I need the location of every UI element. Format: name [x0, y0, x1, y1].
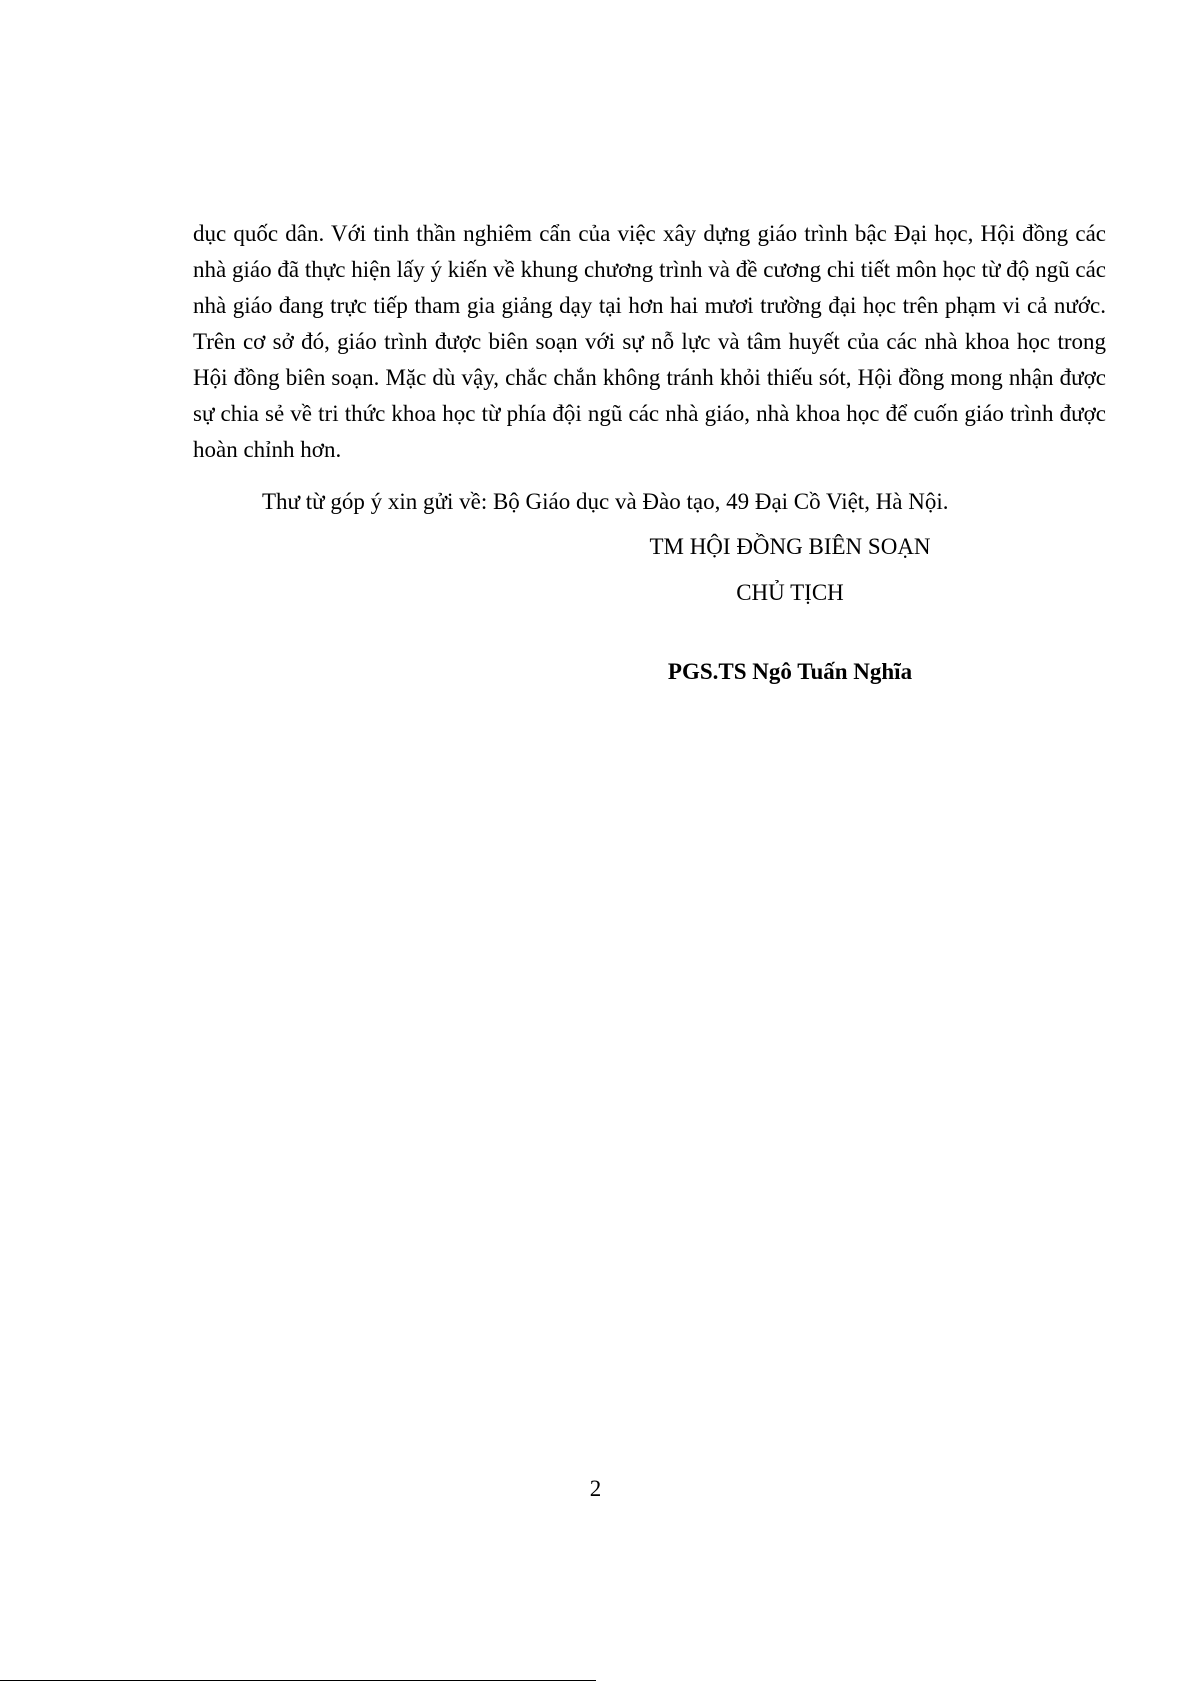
- feedback-address-line: Thư từ góp ý xin gửi về: Bộ Giáo dục và Đào tạo, 49 Đại Cồ Việt, Hà Nội.: [262, 489, 949, 514]
- footnote-divider: [0, 1680, 596, 1681]
- page-number: 2: [589, 1476, 602, 1501]
- signature-organization: TM HỘI ĐỒNG BIÊN SOẠN: [649, 534, 931, 559]
- signature-role: CHỦ TỊCH: [736, 580, 844, 605]
- signature-name: PGS.TS Ngô Tuấn Nghĩa: [667, 659, 913, 684]
- body-paragraph: dục quốc dân. Với tinh thần nghiêm cẩn của việc xây dựng giáo trình bậc Đại học, Hội đồng các nhà giáo đã thực hiện lấy ý kiến về khung chương trình và đề cương chi tiết môn học từ độ ngũ các nhà giáo đang trực tiếp tham gia giảng dạy tại hơn hai mươi trường đại học trên phạm vi cả nước. Trên cơ sở đó, giáo trình được biên soạn với sự nỗ lực và tâm huyết của các nhà khoa học trong Hội đồng biên soạn. Mặc dù vậy, chắc chắn không tránh khỏi thiếu sót, Hội đồng mong nhận được sự chia sẻ về tri thức khoa học từ phía đội ngũ các nhà giáo, nhà khoa học để cuốn giáo trình được hoàn chỉnh hơn.: [193, 221, 1106, 462]
